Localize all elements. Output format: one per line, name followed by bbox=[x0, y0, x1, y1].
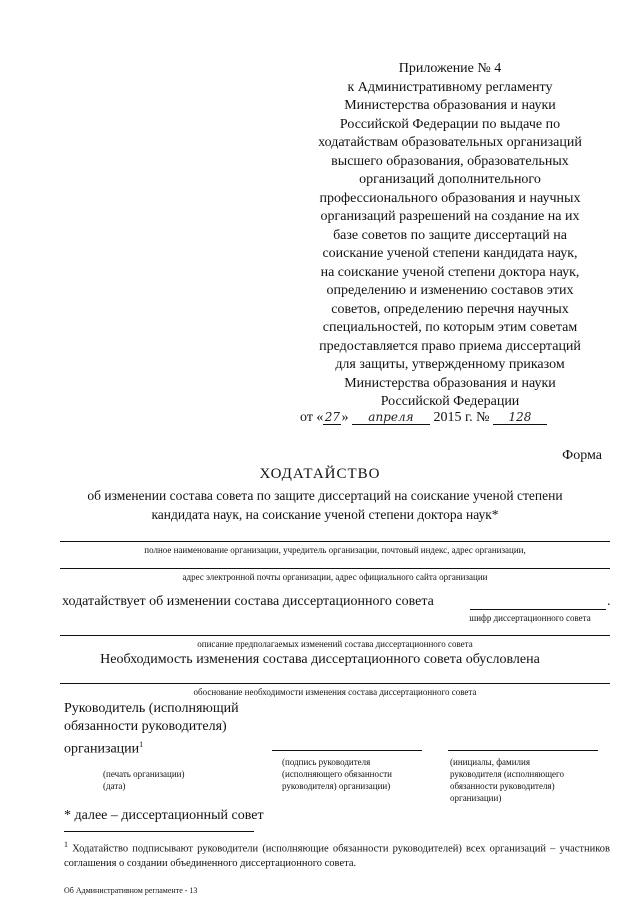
appendix-line: специальностей, по которым этим советам bbox=[322, 320, 578, 335]
head-line: обязанности руководителя) bbox=[64, 719, 227, 734]
justification-field[interactable] bbox=[60, 683, 610, 684]
head-line: организации$^1$ bbox=[64, 740, 144, 757]
date-year: 2015 г. № bbox=[433, 410, 490, 425]
changes-field[interactable] bbox=[60, 635, 610, 636]
stamp-caption-line: (печать организации) bbox=[103, 769, 185, 779]
appendix-line: к Административному регламенту bbox=[347, 79, 553, 95]
justification-caption: обоснование необходимости изменения состава диссертационного совета bbox=[193, 687, 477, 697]
appendix-line: соискание ученой степени кандидата наук, bbox=[322, 246, 578, 261]
footnote-mark: 1 bbox=[139, 740, 144, 749]
appendix-header bbox=[300, 60, 600, 412]
footnote-number: 1 bbox=[64, 840, 68, 849]
subtitle-line: кандидата наук, на соискание ученой степени доктора наук* bbox=[151, 507, 499, 522]
date-prefix: от « bbox=[300, 410, 324, 425]
name-field[interactable] bbox=[448, 750, 598, 751]
order-date-line bbox=[300, 410, 610, 426]
signature-field[interactable] bbox=[272, 750, 422, 751]
name-caption-line: обязанности руководителя) bbox=[450, 781, 555, 791]
council-code-caption: шифр диссертационного совета bbox=[469, 613, 591, 623]
appendix-line: предоставляется право приема диссертаций bbox=[319, 338, 581, 354]
appendix-line: Министерства образования и науки bbox=[344, 98, 556, 113]
document-subtitle bbox=[40, 486, 610, 524]
petition-text: ходатайствует об изменении состава диссертационного совета bbox=[62, 594, 434, 609]
signature-caption-line: (исполняющего обязанности bbox=[282, 769, 392, 779]
appendix-line: определению и изменению составов этих bbox=[326, 283, 574, 298]
appendix-line: организаций разрешений на создание на их bbox=[320, 209, 580, 224]
name-caption bbox=[450, 756, 564, 804]
appendix-line: организаций дополнительного bbox=[359, 172, 541, 187]
org-web-caption: адрес электронной почты организации, адрес официального сайта организации bbox=[182, 572, 488, 582]
name-caption-line: (инициалы, фамилия bbox=[450, 757, 530, 767]
council-note: * далее – диссертационный совет bbox=[64, 808, 264, 823]
appendix-line: ходатайствам образовательных организаций bbox=[318, 135, 582, 150]
date-mid: » bbox=[341, 410, 349, 425]
order-number: 128 bbox=[493, 410, 547, 425]
stamp-caption bbox=[103, 768, 184, 792]
org-name-caption: полное наименование организации, учредитель организации, почтовый индекс, адрес организации, bbox=[144, 545, 526, 555]
appendix-line: Российской Федерации по выдаче по bbox=[339, 116, 561, 132]
appendix-line: базе советов по защите диссертаций на bbox=[333, 227, 567, 243]
footnote-separator bbox=[64, 831, 254, 832]
signature-caption-line: руководителя) организации) bbox=[282, 781, 391, 791]
appendix-line: Российской Федерации bbox=[380, 394, 520, 409]
stamp-caption-line: (дата) bbox=[103, 781, 126, 791]
head-block bbox=[64, 700, 239, 759]
appendix-line: советов, определению перечня научных bbox=[331, 301, 569, 317]
page-footer: Об Административном регламенте - 13 bbox=[64, 886, 198, 895]
petition-dot: . bbox=[607, 594, 611, 609]
signature-caption-line: (подпись руководителя bbox=[282, 757, 371, 767]
changes-caption: описание предполагаемых изменений состава диссертационного совета bbox=[197, 639, 473, 649]
footnote-text: Ходатайство подписывают руководители (исполняющие обязанности руководителей) всех организаций – участников соглашения о создании объединенного диссертационного совета. bbox=[64, 843, 610, 869]
appendix-line: на соискание ученой степени доктора наук, bbox=[320, 264, 580, 280]
head-line: Руководитель (исполняющий bbox=[64, 701, 239, 716]
signature-caption bbox=[282, 756, 392, 792]
appendix-line: Приложение № 4 bbox=[398, 61, 502, 76]
council-code-field[interactable] bbox=[470, 609, 606, 610]
name-caption-line: руководителя (исполняющего bbox=[450, 769, 564, 779]
org-web-field[interactable] bbox=[60, 568, 610, 569]
form-label: Форма bbox=[562, 448, 602, 463]
date-day: 27 bbox=[324, 410, 341, 424]
footnote bbox=[64, 838, 610, 871]
subtitle-line: об изменении состава совета по защите диссертаций на соискание ученой степени bbox=[87, 488, 563, 503]
justification-text: Необходимость изменения состава диссертационного совета обусловлена bbox=[100, 652, 540, 667]
appendix-line: Министерства образования и науки bbox=[344, 375, 556, 391]
appendix-line: высшего образования, образовательных bbox=[331, 153, 569, 169]
org-name-field[interactable] bbox=[60, 541, 610, 542]
name-caption-line: организации) bbox=[450, 793, 502, 803]
appendix-line: для защиты, утвержденному приказом bbox=[335, 357, 565, 372]
date-month: апреля bbox=[352, 410, 430, 425]
appendix-line: профессионального образования и научных bbox=[319, 190, 581, 206]
document-title: ХОДАТАЙСТВО bbox=[259, 466, 381, 482]
